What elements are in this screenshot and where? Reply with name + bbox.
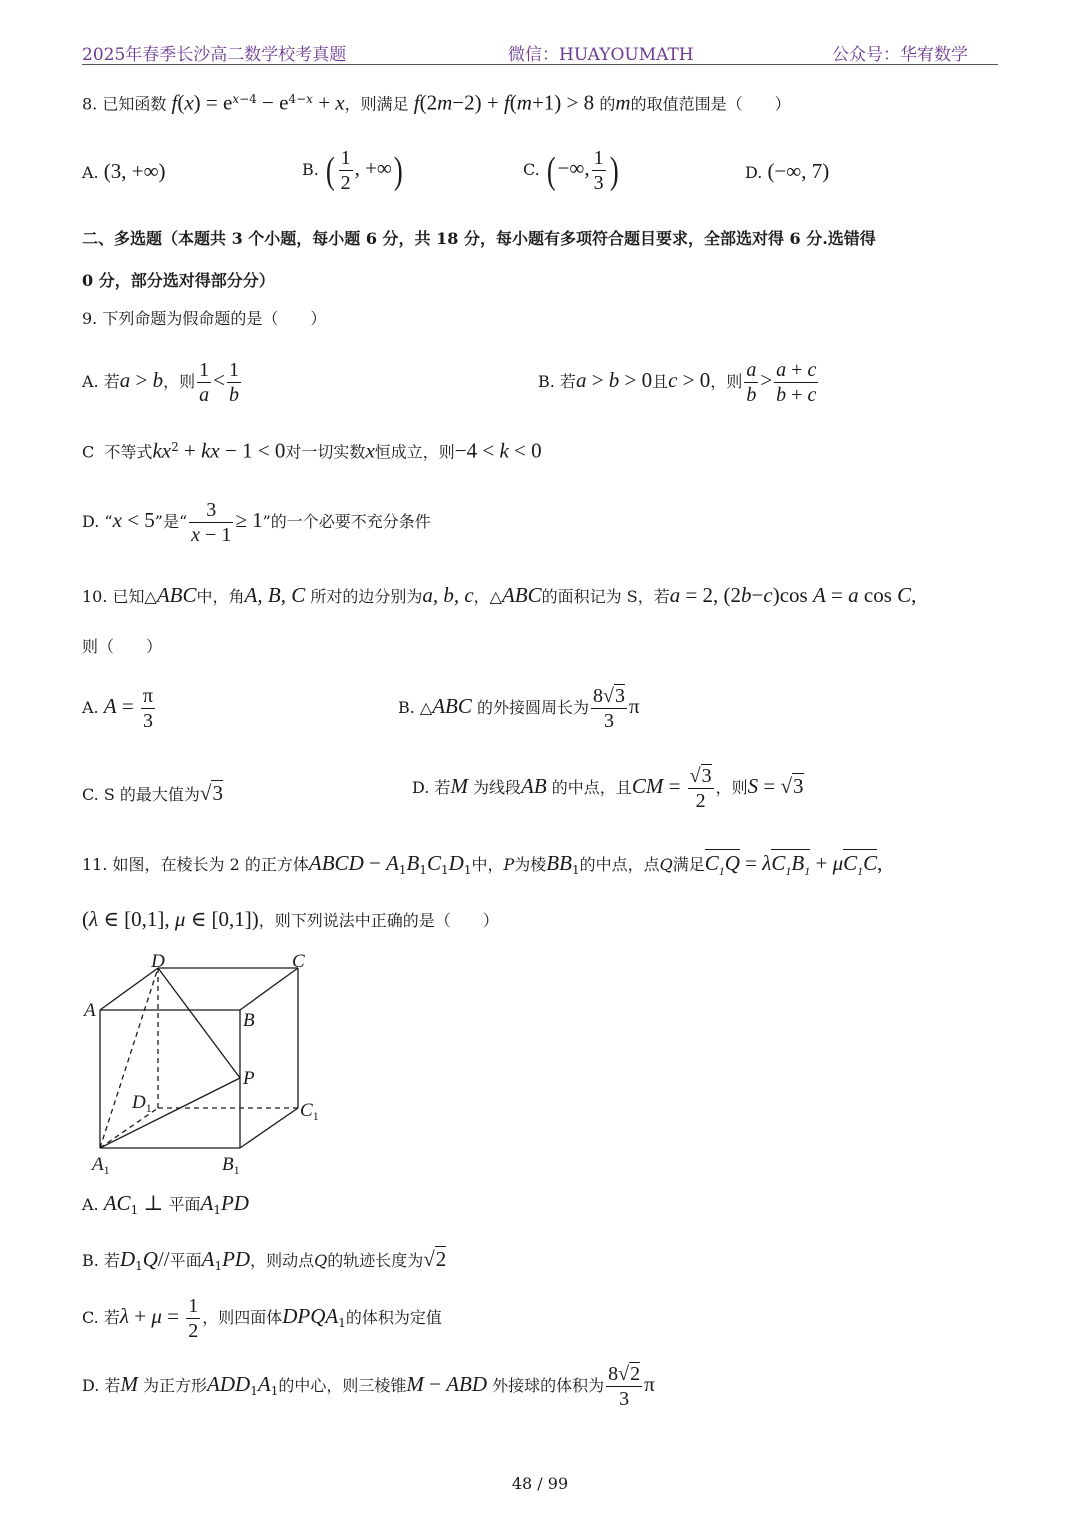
q11-option-b: B. 若$D_1Q//$平面$A_1PD$，则动点Q的轨迹长度为√2 (82, 1247, 447, 1274)
section2-title-line2: 0 分，部分选对得部分分） (82, 271, 275, 290)
header-left: 2025年春季长沙高二数学校考真题 (82, 45, 347, 65)
q8-stem: 8. 已知函数 $f(x) = e^{x-4} - e^{4-x} + x$，则满足 f(2m−2) + f(m+1) > 8 的m的取值范围是（ ） (82, 90, 791, 115)
header-right: 公众号：华宥数学 (832, 45, 968, 65)
q8-option-d: D. (−∞, 7) (745, 159, 830, 183)
q10-stem: 10. 已知△ABC中，角A, B, C 所对的边分别为a, b, c，△ABC的面积记为 S，若a = 2, (2b−c)cos A = a cos C, (82, 583, 917, 607)
q9-option-b: B. 若a > b > 0且c > 0，则 $\frac{a}{b}$ > $\frac{a + c}{b + c}$ (538, 359, 817, 406)
label-B1: $B_1$ (222, 1154, 240, 1175)
edge-AD (100, 968, 158, 1010)
q8-option-c: C. (−∞, $\frac{1}{3}$ ) (523, 147, 619, 194)
q11-option-d: D. 若M 为正方形$ADD_1A_1$的中心，则三棱锥M − ABD 外接球的体积为 $\frac{8√2}{3}$ π (82, 1363, 655, 1410)
header-center: 微信：HUAYOUMATH (508, 45, 694, 65)
q11-stem-line2: (λ ∈ [0,1], μ ∈ [0,1])，则下列说法中正确的是（ ） (82, 907, 499, 931)
label-C: C (292, 951, 305, 972)
cube-figure (80, 950, 340, 1175)
label-C1: $C_1$ (300, 1100, 319, 1123)
label-A1: $A_1$ (92, 1154, 110, 1175)
q8-option-a: A. (3, +∞) (82, 159, 166, 183)
q10-option-a: A. A = $\frac{\pi}{3}$ (82, 685, 154, 732)
q10-option-d: D. 若M 为线段AB 的中点，且CM = $\frac{√3}{2}$ ，则S = √3 (412, 765, 804, 812)
q10-stem-line2: 则（ ） (82, 637, 163, 656)
label-A: A (84, 1000, 96, 1021)
page-number: 48 / 99 (511, 1474, 569, 1493)
label-P: P (243, 1068, 255, 1089)
q9-option-a: A. 若a > b，则 $\frac{1}{a}$ < $\frac{1}{b}$ (82, 359, 239, 406)
header-divider (82, 64, 998, 65)
q11-option-c: C. 若λ + μ = $\frac{1}{2}$ ，则四面体$DPQA_1$的体积为定值 (82, 1295, 442, 1342)
label-D1: $D_1$ (132, 1092, 152, 1115)
edge-DP (158, 968, 240, 1078)
label-D: D (151, 951, 165, 972)
q11-option-a: A. $AC_1$ ⊥ 平面$A_1PD$ (82, 1191, 249, 1218)
q9-option-d: D. “x < 5”是“ $\frac{3}{x - 1}$ ≥ 1”的一个必要不充分条件 (82, 499, 431, 546)
q11-stem: 11. 如图，在棱长为 2 的正方体ABCD − $A_1B_1C_1D_1$中，P为棱$BB_1$的中点，点Q满足$C_1Q = \lambda C_1B_1 + \mu C_1C$, (82, 851, 883, 879)
edge-A1P (100, 1078, 240, 1148)
edge-BC (240, 968, 298, 1010)
q10-option-b: B. △ABC 的外接圆周长为 $\frac{8√3}{3}$ π (398, 685, 640, 732)
q9-option-c: C 不等式$kx^2$ + kx − 1 < 0对一切实数x恒成立，则−4 < k < 0 (82, 438, 542, 463)
section2-title-line1: 二、多选题（本题共 3 个小题，每小题 6 分，共 18 分，每小题有多项符合题目要求，全部选对得 6 分.选错得 (82, 229, 876, 248)
q8-option-b: B. ( $\frac{1}{2}$ , +∞) (302, 147, 403, 194)
q9-stem: 9. 下列命题为假命题的是（ ） (82, 309, 327, 328)
q10-option-c: C. S 的最大值为√3 (82, 781, 223, 805)
label-B: B (243, 1010, 255, 1031)
edge-A1D (100, 968, 158, 1148)
edge-B1C1 (240, 1108, 298, 1148)
